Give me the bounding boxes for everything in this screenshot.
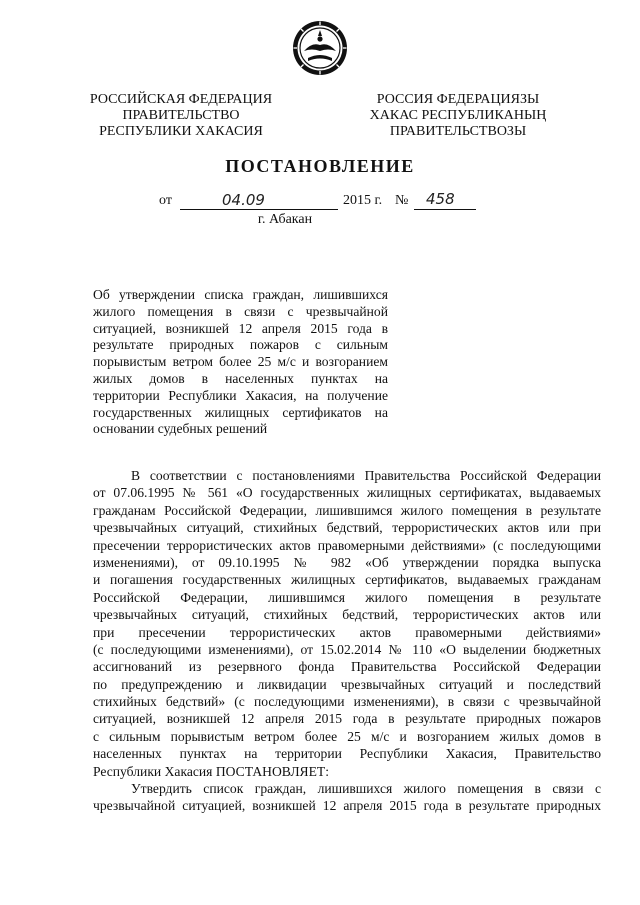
body-line: Республики Хакасия ПОСТАНОВЛЯЕТ: — [93, 763, 329, 779]
date-prefix-label: от — [159, 193, 172, 208]
header-left-russian — [86, 92, 276, 140]
header-left-line: РОССИЙСКАЯ ФЕДЕРАЦИЯ — [89, 92, 273, 107]
number-underline — [414, 209, 476, 210]
handwritten-date: 04.09 — [222, 191, 265, 209]
year-label: 2015 г. — [343, 193, 383, 208]
subject-line: ситуацией, возникшей 12 апреля 2015 года в — [93, 320, 388, 336]
subject-line: Об утверждении списка граждан, лишившихся — [93, 287, 388, 302]
body-line: ситуацией, возникшей 12 апреля 2015 года в результате природных пожаров — [93, 711, 601, 727]
number-label: № — [395, 193, 409, 208]
body-line: стихийных бедствий» (с последующими изменениями), в связи с чрезвычайной — [93, 694, 601, 710]
subject-line: территории Республики Хакасия, на получение — [93, 387, 388, 403]
header-right-line: ПРАВИТЕЛЬСТВОЗЫ — [389, 124, 527, 139]
subject-line: государственных жилищных сертификатов на — [93, 404, 388, 420]
body-line: по предупреждению и ликвидации чрезвычайных ситуаций и последствий — [93, 676, 601, 692]
body-line: Утвердить список граждан, лишившихся жилого помещения в связи с — [131, 781, 601, 797]
body-text — [93, 467, 601, 815]
header-right-line: РОССИЯ ФЕДЕРАЦИЯЗЫ — [376, 92, 540, 107]
subject-line: жилого помещения в связи с чрезвычайной — [93, 303, 388, 319]
body-line: Российской Федерации, лишившимся жилого помещения в результате — [93, 589, 601, 605]
header-left-line: РЕСПУБЛИКИ ХАКАСИЯ — [99, 124, 263, 139]
document-title: ПОСТАНОВЛЕНИЕ — [225, 156, 415, 176]
header-left-line: ПРАВИТЕЛЬСТВО — [122, 108, 240, 123]
date-underline — [180, 209, 338, 210]
date-number-line — [0, 191, 640, 213]
subject-line: порывистым ветром более 25 м/с и возгоранием — [93, 354, 388, 370]
body-line: чрезвычайных ситуаций, стихийных бедствий, террористических актов или при — [93, 520, 601, 536]
body-line: с сильным порывистым ветром более 25 м/с и возгоранием жилых домов в — [93, 728, 601, 744]
subject-line: результате природных пожаров с сильным — [93, 337, 388, 353]
body-line: гражданам Российской Федерации, лишившимся жилого помещения в результате — [93, 502, 601, 518]
body-line: и погашения государственных жилищных сертификатов, выдаваемых гражданам — [93, 572, 601, 588]
republic-of-khakassia-emblem-icon — [292, 20, 348, 76]
body-line: при пресечении террористических актов правомерными действиями» — [93, 624, 601, 640]
body-line: (с последующими изменениями), от 15.02.2014 № 110 «О выделении бюджетных — [93, 641, 601, 657]
subject-line: жилых домов в населенных пунктах на — [93, 370, 388, 386]
body-line: В соответствии с постановлениями Правительства Российской Федерации — [131, 468, 601, 483]
body-line: от 07.06.1995 № 561 «О государственных жилищных сертификатах, выдаваемых — [93, 485, 601, 501]
city-label: г. Абакан — [257, 212, 313, 227]
header-right-line: ХАКАС РЕСПУБЛИКАНЫҢ — [369, 108, 547, 123]
body-line: чрезвычайных ситуаций, стихийных бедствий, террористических актов или — [93, 607, 601, 623]
subject-block — [93, 287, 388, 438]
header-right-khakas — [363, 92, 553, 140]
body-line: чрезвычайной ситуацией, возникшей 12 апреля 2015 года в результате природных — [93, 798, 601, 814]
subject-line: основании судебных решений — [93, 421, 268, 437]
body-line: изменениями), от 09.10.1995 № 982 «Об утверждении порядка выпуска — [93, 554, 601, 570]
body-line: пресечении террористических актов правомерными действиями» (с последующими — [93, 537, 601, 553]
handwritten-number: 458 — [426, 190, 455, 208]
body-line: населенных пунктах на территории Республики Хакасия, Правительство — [93, 746, 601, 762]
body-line: ассигнований из резервного фонда Правительства Российской Федерации — [93, 659, 601, 675]
